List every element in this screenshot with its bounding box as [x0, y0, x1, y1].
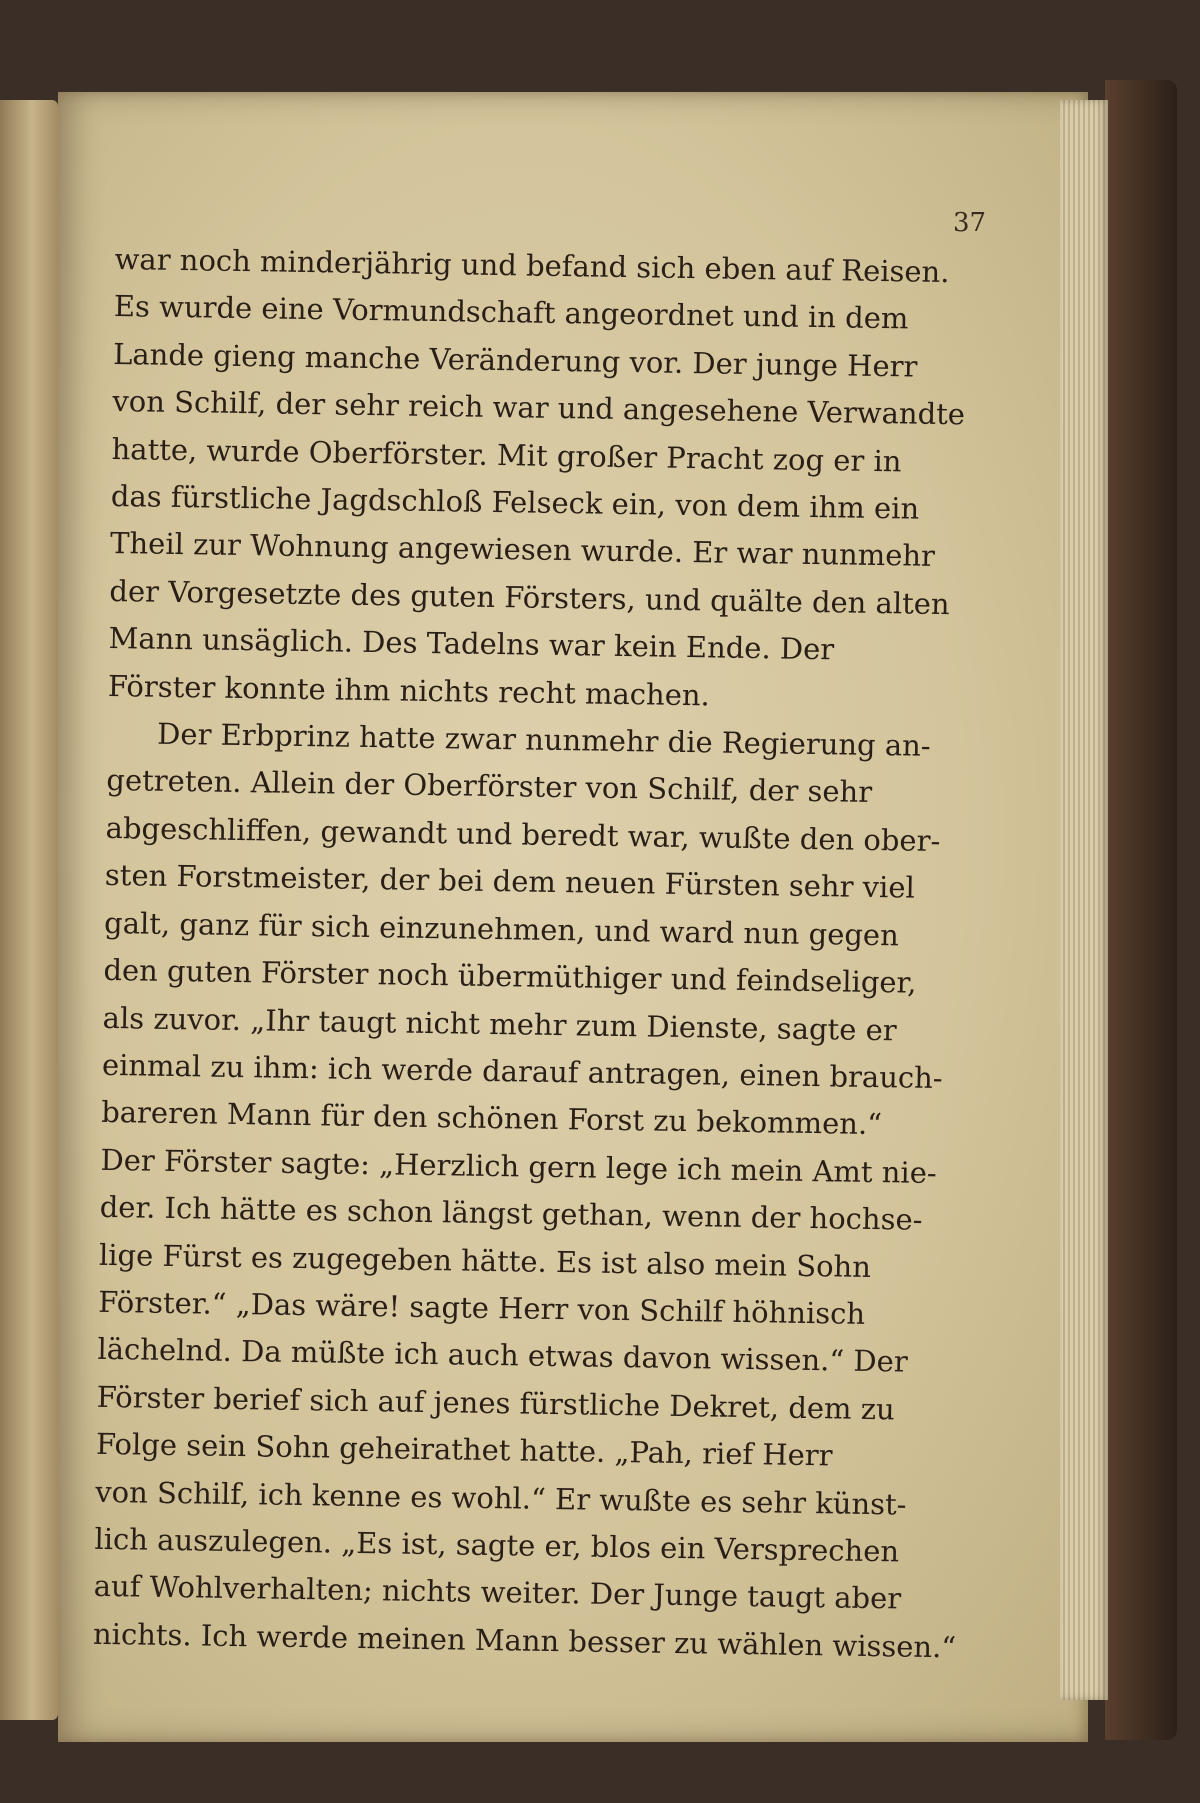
- book-cover-edge: [1105, 80, 1177, 1740]
- text-line: Förster berief sich auf jenes fürstliche Dekret, dem zu: [96, 1379, 896, 1427]
- text-line: getreten. Allein der Oberförster von Schilf, der sehr: [106, 763, 873, 810]
- text-line: das fürstliche Jagdschloß Felseck ein, von dem ihm ein: [110, 479, 920, 526]
- body-text: [93, 236, 985, 1672]
- text-line: Lande gieng manche Veränderung vor. Der junge Herr: [112, 336, 918, 384]
- text-line: Folge sein Sohn geheirathet hatte. „Pah, rief Herr: [95, 1427, 833, 1473]
- text-line: war noch minderjährig und befand sich eben auf Reisen.: [114, 241, 950, 290]
- text-line: Mann unsäglich. Des Tadelns war kein Ende. Der: [108, 621, 835, 667]
- text-line: von Schilf, ich kenne es wohl.“ Er wußte es sehr künst-: [95, 1474, 907, 1522]
- page-number: 37: [953, 208, 987, 238]
- text-line: der Vorgesetzte des guten Försters, und quälte den alten: [109, 573, 950, 621]
- text-line: Förster konnte ihm nichts recht machen.: [107, 668, 711, 713]
- text-line: abgeschliffen, gewandt und beredt war, wußte den ober-: [105, 810, 941, 858]
- text-line: galt, ganz für sich einzunehmen, und ward nun gegen: [103, 905, 900, 953]
- text-line: Es wurde eine Vormundschaft angeordnet und in dem: [113, 289, 909, 336]
- text-line: auf Wohlverhalten; nichts weiter. Der Junge taugt aber: [93, 1569, 902, 1616]
- text-line: von Schilf, der sehr reich war und angesehene Verwandte: [112, 384, 966, 432]
- text-line: als zuvor. „Ihr taugt nicht mehr zum Dienste, sagte er: [102, 1000, 897, 1047]
- text-line: Förster.“ „Das wäre! sagte Herr von Schilf höhnisch: [97, 1284, 866, 1331]
- page-fore-edge: [1060, 100, 1108, 1700]
- left-page-edge: [0, 100, 58, 1720]
- text-line: lächelnd. Da müßte ich auch etwas davon wissen.“ Der: [97, 1332, 909, 1379]
- text-line: Theil zur Wohnung angewiesen wurde. Er war nunmehr: [109, 526, 936, 574]
- text-line: den guten Förster noch übermüthiger und feindseliger,: [103, 953, 917, 1000]
- text-line: hatte, wurde Oberförster. Mit großer Pracht zog er in: [111, 431, 902, 479]
- text-line: der. Ich hätte es schon längst gethan, wenn der hochse-: [99, 1190, 923, 1237]
- text-line: bareren Mann für den schönen Forst zu bekommen.“: [100, 1095, 883, 1142]
- text-line: lige Fürst es zugegeben hätte. Es ist also mein Sohn: [98, 1237, 872, 1284]
- text-line: sten Forstmeister, der bei dem neuen Fürsten sehr viel: [104, 858, 916, 905]
- text-line: einmal zu ihm: ich werde darauf antragen, einen brauch-: [101, 1047, 943, 1096]
- text-line: Der Förster sagte: „Herzlich gern lege ich mein Amt nie-: [100, 1142, 937, 1190]
- text-line-paragraph-start: Der Erbprinz hatte zwar nunmehr die Regierung an-: [156, 716, 931, 763]
- text-line: lich auszulegen. „Es ist, sagte er, blos ein Versprechen: [94, 1521, 900, 1569]
- text-line: nichts. Ich werde meinen Mann besser zu wählen wissen.“: [92, 1616, 957, 1665]
